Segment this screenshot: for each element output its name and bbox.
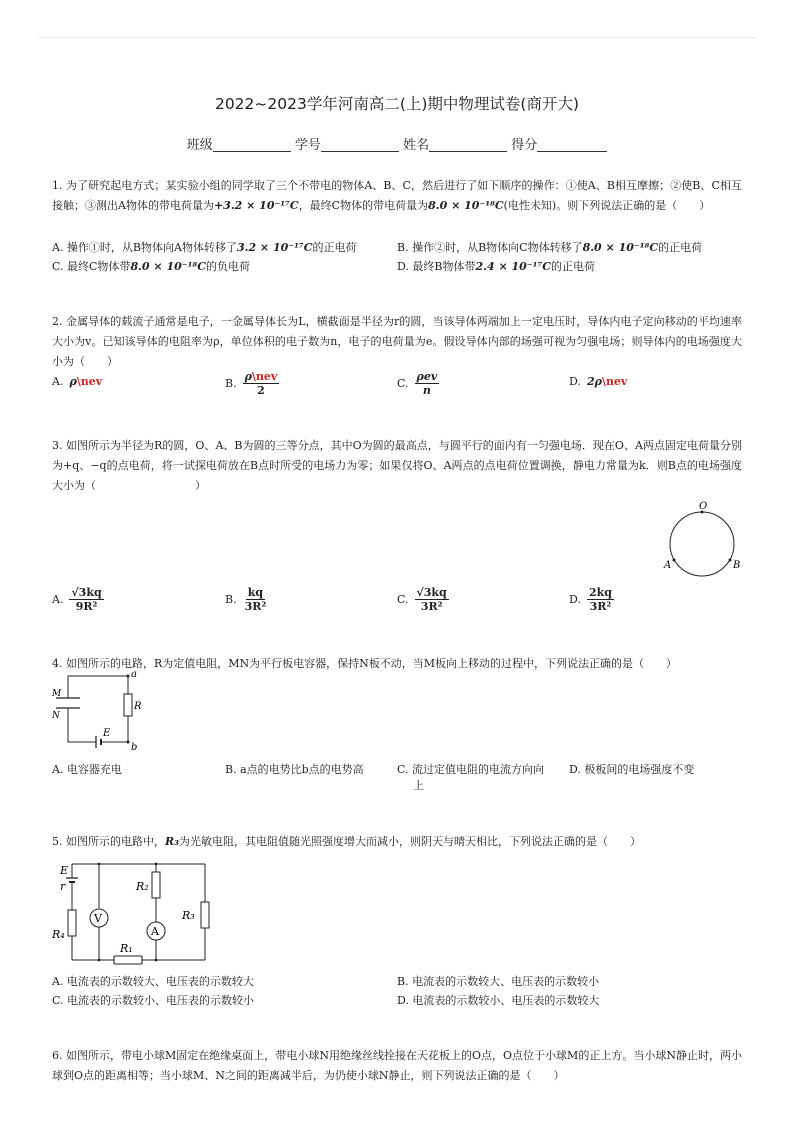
q4-option-a[interactable]: A. 电容器充电 [52, 763, 122, 776]
q2-option-b[interactable]: B. $\frac{\text{ρ\textbackslash{}nev}}{2}$ [225, 370, 278, 397]
q5-circuit-figure [52, 858, 217, 968]
q1-option-c[interactable]: C. 最终C物体带8.0 × 10⁻¹⁸C的负电荷 [52, 260, 250, 273]
q1-stem-part3: (电性未知)。则下列说法正确的是（ ） [503, 199, 711, 212]
q4-option-d[interactable]: D. 极板间的电场强度不变 [569, 763, 695, 776]
class-label: 班级 [186, 138, 213, 153]
question-5-stem: 5. 如图所示的电路中，R₃为光敏电阻，其电阻值随光照强度增大而减小，则阴天与晴天相比，下列说法正确的是（ ） [52, 835, 641, 848]
q2-option-d[interactable]: D. 2ρ\nev [569, 375, 628, 388]
question-6 [52, 1046, 742, 1086]
page-title: 2022~2023学年河南高二(上)期中物理试卷(商开大) [214, 95, 580, 113]
q1-option-a[interactable]: A. 操作①时，从B物体向A物体转移了3.2 × 10⁻¹⁷C的正电荷 [52, 241, 357, 254]
question-3 [52, 436, 742, 496]
question-1-stem [52, 176, 742, 216]
question-4-stem: 4. 如图所示的电路，R为定值电阻，MN为平行板电容器，保持N板不动，当M板向上移动的过程中，下列说法正确的是（ ） [52, 657, 678, 670]
q2-option-c[interactable]: C. $\frac{\text{ρev}}{n}$ [397, 370, 438, 397]
q3-option-d[interactable]: D. $\frac{2kq}{\text{3R²}}$ [569, 586, 612, 613]
q2-b-fraction: $\frac{\text{ρ\textbackslash{}nev}}{2}$ [244, 370, 278, 397]
q5-label-e: E [60, 864, 69, 877]
q4-option-b[interactable]: B. a点的电势比b点的电势高 [225, 763, 364, 776]
q5-label-v: V [94, 912, 102, 925]
question-5-options [52, 974, 742, 1014]
q4-label-m: M [52, 689, 62, 699]
score-label: 得分 [511, 138, 538, 153]
q5-option-c[interactable]: C. 电流表的示数较小、电压表的示数较小 [52, 994, 255, 1007]
q3-point-b [729, 559, 732, 562]
q3-label-a: A [664, 560, 672, 571]
question-1 [52, 176, 742, 216]
q4-label-a: a [131, 669, 137, 680]
q3-label-o: O [699, 501, 708, 512]
q5-resistor-r1 [114, 956, 142, 964]
q5-option-d[interactable]: D. 电流表的示数较小、电压表的示数较大 [397, 994, 600, 1007]
q5-label-r2: R₂ [136, 880, 149, 893]
q1-charge-a: +3.2 × 10⁻¹⁷C [213, 199, 299, 212]
q1-stem-part2: ，最终C物体的带电荷量为 [298, 199, 429, 212]
q3-circle [670, 512, 734, 576]
q1-stem-part1: 1. 为了研究起电方式；某实验小组的同学取了三个不带电的物体A、B、C，然后进行了如下顺序的操作：①使A、B相互摩擦；②使B、C相互接触；③测出A物体的带电荷量为 [52, 179, 742, 212]
id-blank [321, 137, 399, 152]
q2-c-fraction: $\frac{\text{ρev}}{n}$ [416, 370, 438, 397]
q3-option-a[interactable]: A. $\frac{√3kq}{\text{9R²}}$ [52, 586, 102, 613]
q5-resistor-r4 [68, 910, 76, 936]
q2-option-a[interactable]: A. ρ\nev [52, 375, 103, 388]
q4-label-n: N [52, 711, 60, 721]
question-5 [52, 832, 742, 852]
q3-option-b[interactable]: B. $\frac{kq}{\text{3R²}}$ [225, 586, 267, 613]
id-label: 学号 [294, 138, 321, 153]
question-3-stem: 3. 如图所示为半径为R的圆，O、A、B为圆的三等分点，其中O为圆的最高点，与圆平行的面内有一匀强电场．现在O、A两点固定电荷量分别为+q、−q的点电荷，将一试探电荷放在B点时所受的电场力为零；如果仅将O、A两点的点电荷位置调换，静电力常量为k．则B点的电场强度大小为（ ） [52, 439, 742, 492]
q4-label-b: b [131, 742, 138, 752]
question-1-options [52, 240, 742, 280]
student-info-line [0, 134, 794, 153]
q4-option-c[interactable]: C. 流过定值电阻的电流方向向 上 [397, 763, 545, 792]
q3-label-b: B [733, 560, 741, 571]
q4-label-e: E [103, 728, 111, 739]
question-2-options [52, 370, 742, 406]
class-blank [213, 137, 291, 152]
name-label: 姓名 [403, 138, 430, 153]
q5-label-r1: R₁ [120, 942, 133, 955]
q5-resistor-r2 [152, 872, 160, 898]
q5-label-a: A [151, 925, 159, 938]
q3-circle-figure [660, 498, 750, 580]
q5-option-b[interactable]: B. 电流表的示数较大、电压表的示数较小 [397, 975, 600, 988]
page-top-rule [38, 37, 756, 38]
question-4-options [52, 762, 742, 802]
q3-point-a [673, 559, 676, 562]
name-blank [429, 137, 507, 152]
q4-label-r: R [134, 701, 142, 712]
score-blank [537, 137, 607, 152]
question-2-stem: 2. 金属导体的载流子通常是电子，一金属导体长为L，横截面是半径为r的圆，当该导体两端加上一定电压时，导体内电子定向移动的平均速率大小为v。已知该导体的电阻率为ρ，单位体积的电子数为n，电子的电荷量为e。假设导体内部的场强可视为匀强电场；则导体内的电场强度大小为（ ） [52, 315, 742, 368]
q3-option-c[interactable]: C. $\frac{√3kq}{\text{3R²}}$ [397, 586, 447, 613]
question-6-stem: 6. 如图所示，带电小球M固定在绝缘桌面上，带电小球N用绝缘丝线拴接在天花板上的O点，O点位于小球M的正上方。当小球N静止时，两小球到O点的距离相等；当小球M、N之间的距离减半后，为仍使小球N静止，则下列说法正确的是（ ） [52, 1049, 742, 1082]
q5-label-r3: R₃ [182, 909, 195, 922]
q5-label-r: r [60, 880, 66, 893]
q5-resistor-r3 [201, 902, 209, 928]
q5-option-a[interactable]: A. 电流表的示数较大、电压表的示数较大 [52, 975, 254, 988]
q1-charge-c: 8.0 × 10⁻¹⁸C [428, 199, 504, 212]
q4-resistor-r [124, 694, 132, 716]
q1-option-d[interactable]: D. 最终B物体带2.4 × 10⁻¹⁷C的正电荷 [397, 260, 596, 273]
question-3-options [52, 586, 742, 622]
q5-label-r4: R₄ [52, 928, 65, 941]
q4-circuit-figure [52, 668, 162, 752]
question-2 [52, 312, 742, 372]
q1-option-b[interactable]: B. 操作②时，从B物体向C物体转移了8.0 × 10⁻¹⁸C的正电荷 [397, 241, 703, 254]
